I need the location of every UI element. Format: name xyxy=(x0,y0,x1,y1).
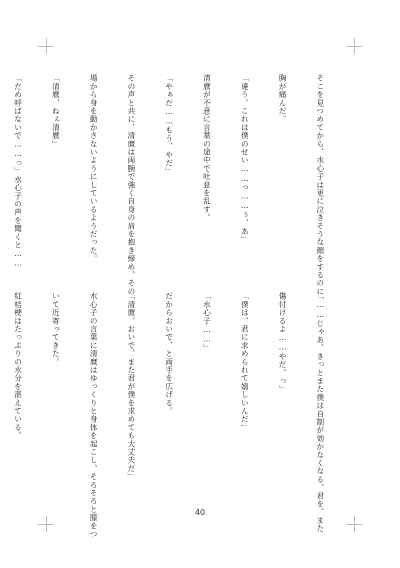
text-column: その声と共に、清麿は両腕で強く自身の肩を抱き締め、その xyxy=(126,74,136,296)
text-column: 「だめ呼ばないで……っ」水心子の声を聞くと…… xyxy=(13,74,23,269)
crop-mark-top-right-v xyxy=(354,38,355,54)
text-column: 「清麿、ねぇ清麿」 xyxy=(51,74,61,148)
text-column: 清麿が不意に言葉の途中で吐息を乱す。 xyxy=(202,74,212,222)
text-column: 場から身を動かさないようにしているようだった。 xyxy=(89,74,99,263)
text-column: 「……じゃあ、きっとまた僕は自制が効かなくなる。君を、また xyxy=(315,292,325,533)
crop-mark-bottom-left-v xyxy=(46,516,47,532)
text-column: だからおいで、と両手を広げる。 xyxy=(164,292,174,415)
text-column: 「やぁだ……もう、やだ」 xyxy=(164,74,174,176)
text-column: 胸が痛んだ。 xyxy=(278,74,288,124)
text-column: いて近寄ってきた。 xyxy=(51,292,61,366)
text-column: そこを見つめてから、水心子は更に泣きそうな顔をするのに xyxy=(315,74,325,296)
text-column: 紅桔梗はたっぷりの水分を湛えている。 xyxy=(13,292,23,440)
text-column: 「水心子……」 xyxy=(202,292,212,353)
text-column: 「僕は、君に求められて嬉しいんだ」 xyxy=(240,292,250,432)
text-column: 「違う。これは僕のせい……っ……ぅ、あ」 xyxy=(240,74,250,244)
top-text-block xyxy=(13,74,351,296)
page-number: 40 xyxy=(194,508,206,517)
crop-mark-top-left-v xyxy=(46,38,47,54)
text-column: 「清麿。おいで、また君が僕を求めても大丈夫だ」 xyxy=(126,292,136,481)
text-column: 水心子の言葉に清麿はゆっくりと身体を起こし、そろそろと膝をつ xyxy=(89,292,99,538)
text-column: 傷付けるよ……やだ、っ」 xyxy=(278,292,288,394)
crop-mark-bottom-right-v xyxy=(354,516,355,532)
